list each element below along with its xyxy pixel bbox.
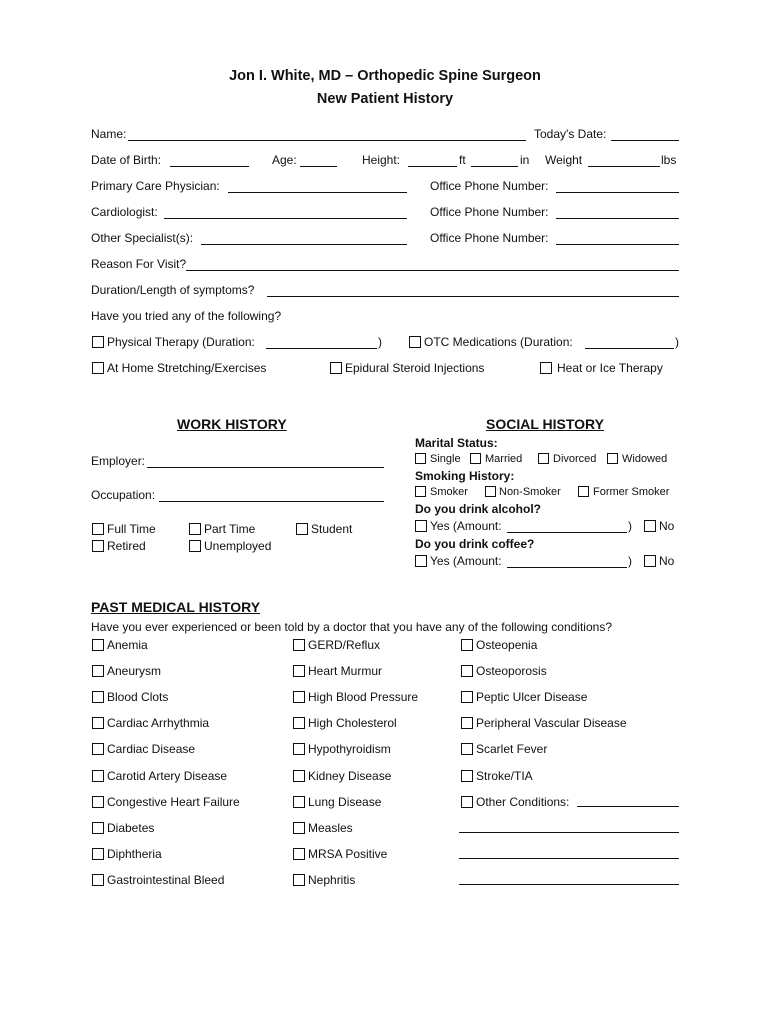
occupation-label: Occupation: bbox=[91, 488, 156, 502]
scarlet-fever-label: Scarlet Fever bbox=[476, 742, 548, 756]
otc-duration-field[interactable] bbox=[585, 348, 674, 349]
measles-label: Measles bbox=[308, 821, 353, 835]
stretching-checkbox[interactable] bbox=[92, 362, 104, 374]
coffee-close: ) bbox=[628, 554, 632, 568]
medical-history-heading: PAST MEDICAL HISTORY bbox=[91, 599, 261, 615]
aneurysm-checkbox[interactable] bbox=[92, 665, 104, 677]
osteoporosis-checkbox[interactable] bbox=[461, 665, 473, 677]
student-checkbox[interactable] bbox=[296, 523, 308, 535]
lung-disease-label: Lung Disease bbox=[308, 795, 382, 809]
mrsa-positive-checkbox[interactable] bbox=[293, 848, 305, 860]
weight-field[interactable] bbox=[588, 166, 660, 167]
coffee-label: Do you drink coffee? bbox=[415, 537, 535, 551]
peptic-ulcer-disease-label: Peptic Ulcer Disease bbox=[476, 690, 588, 704]
hypothyroidism-label: Hypothyroidism bbox=[308, 742, 391, 756]
pcp-phone-label: Office Phone Number: bbox=[430, 179, 549, 193]
employer-field[interactable] bbox=[147, 467, 384, 468]
anemia-label: Anemia bbox=[107, 638, 148, 652]
gastrointestinal-bleed-checkbox[interactable] bbox=[92, 874, 104, 886]
diphtheria-label: Diphtheria bbox=[107, 847, 162, 861]
single-checkbox[interactable] bbox=[415, 453, 426, 464]
non-smoker-checkbox[interactable] bbox=[485, 486, 496, 497]
pcp-label: Primary Care Physician: bbox=[91, 179, 220, 193]
duration-label: Duration/Length of symptoms? bbox=[91, 283, 255, 297]
other-conditions-line-4[interactable] bbox=[459, 884, 679, 885]
reason-label: Reason For Visit? bbox=[91, 257, 187, 271]
diabetes-label: Diabetes bbox=[107, 821, 155, 835]
diphtheria-checkbox[interactable] bbox=[92, 848, 104, 860]
alcohol-yes-checkbox[interactable] bbox=[415, 520, 427, 532]
high-cholesterol-label: High Cholesterol bbox=[308, 716, 397, 730]
weight-label: Weight bbox=[545, 153, 583, 167]
coffee-amount-field[interactable] bbox=[507, 567, 627, 568]
other-specialist-phone-label: Office Phone Number: bbox=[430, 231, 549, 245]
student-label: Student bbox=[311, 522, 353, 536]
social-history-heading: SOCIAL HISTORY bbox=[486, 416, 604, 432]
height-label: Height: bbox=[362, 153, 401, 167]
cardiologist-field[interactable] bbox=[164, 218, 407, 219]
hypothyroidism-checkbox[interactable] bbox=[293, 743, 305, 755]
kidney-disease-label: Kidney Disease bbox=[308, 769, 392, 783]
former-smoker-label: Former Smoker bbox=[593, 486, 670, 498]
dob-label: Date of Birth: bbox=[91, 153, 162, 167]
physical-therapy-close: ) bbox=[378, 335, 382, 349]
gastrointestinal-bleed-label: Gastrointestinal Bleed bbox=[107, 873, 225, 887]
gerd-reflux-label: GERD/Reflux bbox=[308, 638, 381, 652]
peptic-ulcer-disease-checkbox[interactable] bbox=[461, 691, 473, 703]
cardiologist-label: Cardiologist: bbox=[91, 205, 158, 219]
widowed-checkbox[interactable] bbox=[607, 453, 618, 464]
full-time-checkbox[interactable] bbox=[92, 523, 104, 535]
kidney-disease-checkbox[interactable] bbox=[293, 770, 305, 782]
otc-medications-label: OTC Medications (Duration: bbox=[424, 335, 573, 349]
divorced-checkbox[interactable] bbox=[538, 453, 549, 464]
epidural-checkbox[interactable] bbox=[330, 362, 342, 374]
other-specialist-label: Other Specialist(s): bbox=[91, 231, 194, 245]
osteoporosis-label: Osteoporosis bbox=[476, 664, 547, 678]
mrsa-positive-label: MRSA Positive bbox=[308, 847, 388, 861]
medical-history-question: Have you ever experienced or been told by a doctor that you have any of the following conditions? bbox=[91, 620, 612, 634]
retired-checkbox[interactable] bbox=[92, 540, 104, 552]
age-field[interactable] bbox=[300, 166, 337, 167]
cardiologist-phone-field[interactable] bbox=[556, 218, 679, 219]
married-label: Married bbox=[485, 453, 523, 465]
occupation-field[interactable] bbox=[159, 501, 384, 502]
other-specialist-phone-field[interactable] bbox=[556, 244, 679, 245]
unemployed-checkbox[interactable] bbox=[189, 540, 201, 552]
part-time-label: Part Time bbox=[204, 522, 256, 536]
stretching-label: At Home Stretching/Exercises bbox=[107, 361, 267, 375]
otc-medications-checkbox[interactable] bbox=[409, 336, 421, 348]
other-conditions-label: Other Conditions: bbox=[476, 795, 570, 809]
cardiac-arrhythmia-label: Cardiac Arrhythmia bbox=[107, 716, 210, 730]
physical-therapy-duration-field[interactable] bbox=[266, 348, 377, 349]
todays-date-field[interactable] bbox=[611, 140, 679, 141]
nephritis-checkbox[interactable] bbox=[293, 874, 305, 886]
lbs-label: lbs bbox=[661, 153, 677, 167]
alcohol-close: ) bbox=[628, 519, 632, 533]
stroke-tia-label: Stroke/TIA bbox=[476, 769, 533, 783]
single-label: Single bbox=[430, 453, 461, 465]
stroke-tia-checkbox[interactable] bbox=[461, 770, 473, 782]
treatments-question: Have you tried any of the following? bbox=[91, 309, 282, 323]
measles-checkbox[interactable] bbox=[293, 822, 305, 834]
widowed-label: Widowed bbox=[622, 453, 668, 465]
age-label: Age: bbox=[272, 153, 297, 167]
todays-date-label: Today's Date: bbox=[534, 127, 607, 141]
pcp-field[interactable] bbox=[228, 192, 407, 193]
name-field[interactable] bbox=[128, 140, 526, 141]
ft-label: ft bbox=[459, 153, 466, 167]
name-label: Name: bbox=[91, 127, 127, 141]
other-conditions-line-3[interactable] bbox=[459, 858, 679, 859]
aneurysm-label: Aneurysm bbox=[107, 664, 162, 678]
other-conditions-field[interactable] bbox=[577, 806, 679, 807]
duration-field[interactable] bbox=[267, 296, 679, 297]
other-conditions-line-2[interactable] bbox=[459, 832, 679, 833]
peripheral-vascular-disease-label: Peripheral Vascular Disease bbox=[476, 716, 627, 730]
divorced-label: Divorced bbox=[553, 453, 597, 465]
pcp-phone-field[interactable] bbox=[556, 192, 679, 193]
coffee-no-checkbox[interactable] bbox=[644, 555, 656, 567]
height-ft-field[interactable] bbox=[408, 166, 457, 167]
cardiac-disease-checkbox[interactable] bbox=[92, 743, 104, 755]
carotid-artery-disease-label: Carotid Artery Disease bbox=[107, 769, 228, 783]
congestive-heart-failure-label: Congestive Heart Failure bbox=[107, 795, 240, 809]
heart-murmur-checkbox[interactable] bbox=[293, 665, 305, 677]
non-smoker-label: Non-Smoker bbox=[499, 486, 561, 498]
high-blood-pressure-checkbox[interactable] bbox=[293, 691, 305, 703]
form-title: Jon I. White, MD – Orthopedic Spine Surgeon bbox=[229, 68, 541, 84]
full-time-label: Full Time bbox=[107, 522, 156, 536]
cardiac-arrhythmia-checkbox[interactable] bbox=[92, 717, 104, 729]
smoker-label: Smoker bbox=[430, 486, 468, 498]
alcohol-no-checkbox[interactable] bbox=[644, 520, 656, 532]
alcohol-amount-field[interactable] bbox=[507, 532, 627, 533]
lung-disease-checkbox[interactable] bbox=[293, 796, 305, 808]
smoking-history-label: Smoking History: bbox=[415, 469, 515, 483]
alcohol-yes-label: Yes (Amount: bbox=[430, 519, 502, 533]
unemployed-label: Unemployed bbox=[204, 539, 272, 553]
osteopenia-label: Osteopenia bbox=[476, 638, 538, 652]
peripheral-vascular-disease-checkbox[interactable] bbox=[461, 717, 473, 729]
alcohol-label: Do you drink alcohol? bbox=[415, 502, 542, 516]
part-time-checkbox[interactable] bbox=[189, 523, 201, 535]
heat-ice-checkbox[interactable] bbox=[540, 362, 552, 374]
physical-therapy-label: Physical Therapy (Duration: bbox=[107, 335, 255, 349]
retired-label: Retired bbox=[107, 539, 146, 553]
former-smoker-checkbox[interactable] bbox=[578, 486, 589, 497]
coffee-yes-label: Yes (Amount: bbox=[430, 554, 502, 568]
form-subtitle: New Patient History bbox=[316, 91, 454, 107]
coffee-no-label: No bbox=[659, 554, 675, 568]
heart-murmur-label: Heart Murmur bbox=[308, 664, 383, 678]
blood-clots-checkbox[interactable] bbox=[92, 691, 104, 703]
epidural-label: Epidural Steroid Injections bbox=[345, 361, 485, 375]
employer-label: Employer: bbox=[91, 454, 146, 468]
other-specialist-field[interactable] bbox=[201, 244, 407, 245]
height-in-field[interactable] bbox=[471, 166, 518, 167]
scarlet-fever-checkbox[interactable] bbox=[461, 743, 473, 755]
reason-field[interactable] bbox=[186, 270, 679, 271]
congestive-heart-failure-checkbox[interactable] bbox=[92, 796, 104, 808]
cardiac-disease-label: Cardiac Disease bbox=[107, 742, 196, 756]
nephritis-label: Nephritis bbox=[308, 873, 356, 887]
in-label: in bbox=[520, 153, 530, 167]
blood-clots-label: Blood Clots bbox=[107, 690, 169, 704]
otc-close: ) bbox=[675, 335, 679, 349]
dob-field[interactable] bbox=[170, 166, 249, 167]
physical-therapy-checkbox[interactable] bbox=[92, 336, 104, 348]
carotid-artery-disease-checkbox[interactable] bbox=[92, 770, 104, 782]
work-history-heading: WORK HISTORY bbox=[177, 416, 287, 432]
high-cholesterol-checkbox[interactable] bbox=[293, 717, 305, 729]
married-checkbox[interactable] bbox=[470, 453, 481, 464]
marital-status-label: Marital Status: bbox=[415, 436, 498, 450]
gerd-reflux-checkbox[interactable] bbox=[293, 639, 305, 651]
coffee-yes-checkbox[interactable] bbox=[415, 555, 427, 567]
cardiologist-phone-label: Office Phone Number: bbox=[430, 205, 549, 219]
high-blood-pressure-label: High Blood Pressure bbox=[308, 690, 419, 704]
anemia-checkbox[interactable] bbox=[92, 639, 104, 651]
other-conditions-checkbox[interactable] bbox=[461, 796, 473, 808]
alcohol-no-label: No bbox=[659, 519, 675, 533]
heat-ice-label: Heat or Ice Therapy bbox=[557, 361, 663, 375]
diabetes-checkbox[interactable] bbox=[92, 822, 104, 834]
osteopenia-checkbox[interactable] bbox=[461, 639, 473, 651]
smoker-checkbox[interactable] bbox=[415, 486, 426, 497]
